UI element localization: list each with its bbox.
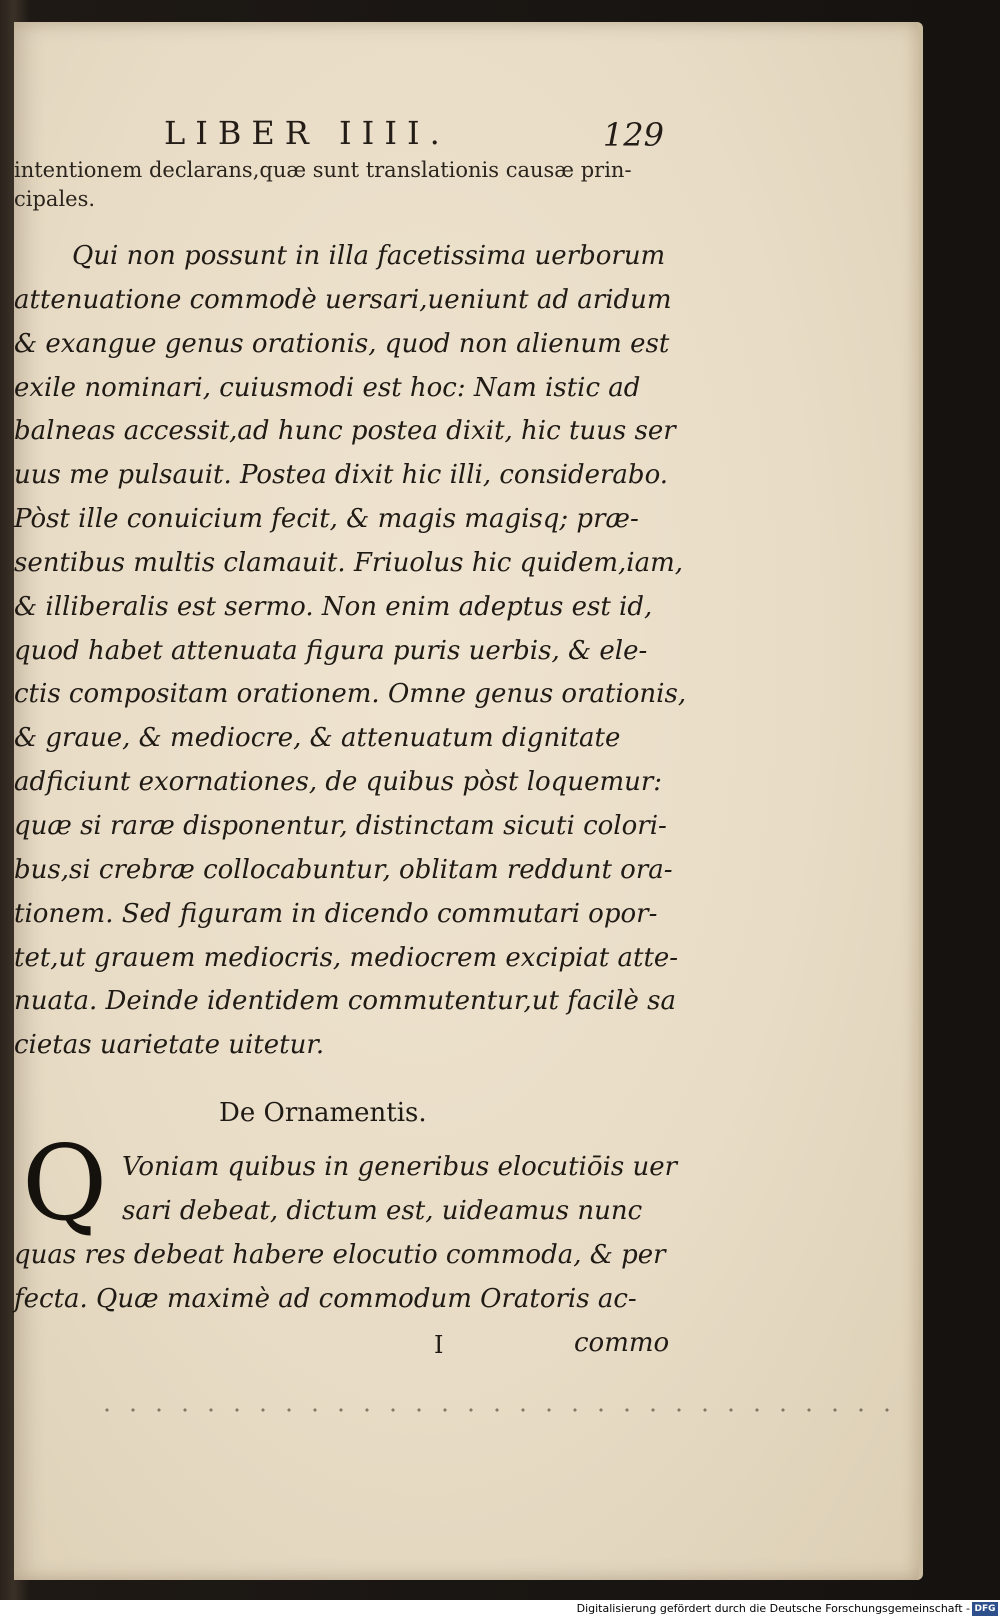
footer-bar bbox=[0, 1600, 1000, 1620]
body-line: nuata. Deinde identidem commutentur,ut facilè sa bbox=[14, 986, 677, 1017]
body-line: ctis compositam orationem. Omne genus orationis, bbox=[14, 679, 687, 710]
body-line: quæ si raræ disponentur, distinctam sicuti colori- bbox=[14, 810, 667, 841]
body-paragraph bbox=[14, 235, 687, 1068]
signature-mark: I bbox=[434, 1331, 444, 1359]
body-line: quod habet attenuata figura puris uerbis, & ele- bbox=[14, 635, 648, 666]
body-line: bus,si crebræ collocabuntur, oblitam reddunt ora- bbox=[14, 854, 673, 885]
body-line: tionem. Sed figuram in dicendo commutari opor- bbox=[14, 898, 658, 929]
body-line: exile nominari, cuiusmodi est hoc: Nam istic ad bbox=[14, 372, 641, 403]
dfg-logo-icon: DFG bbox=[972, 1602, 998, 1616]
body-line: adficiunt exornationes, de quibus pòst loquemur: bbox=[14, 767, 663, 798]
body-line: fecta. Quæ maximè ad commodum Oratoris ac- bbox=[14, 1284, 637, 1314]
body-line: sari debeat, dictum est, uideamus nunc bbox=[122, 1196, 643, 1226]
body-line: attenuatione commodè uersari,ueniunt ad aridum bbox=[14, 284, 672, 315]
body-line: & graue, & mediocre, & attenuatum dignitate bbox=[14, 723, 621, 754]
body-line: balneas accessit,ad hunc postea dixit, hic tuus ser bbox=[14, 416, 676, 447]
page-number: 129 bbox=[602, 116, 664, 154]
running-title: LIBER IIII. bbox=[164, 114, 450, 152]
body-line: Qui non possunt in illa facetissima uerborum bbox=[72, 241, 666, 271]
catchword: commo bbox=[574, 1328, 670, 1358]
book-page bbox=[14, 22, 923, 1580]
body-line: Voniam quibus in generibus elocutiōis uer bbox=[122, 1152, 678, 1182]
section-heading: De Ornamentis. bbox=[219, 1098, 427, 1128]
body-line: & illiberalis est sermo. Non enim adeptus est id, bbox=[14, 591, 653, 622]
second-paragraph bbox=[14, 1145, 679, 1321]
body-line: uus me pulsauit. Postea dixit hic illi, considerabo. bbox=[14, 460, 669, 491]
body-line: tet,ut grauem mediocris, mediocrem excipiat atte- bbox=[14, 942, 679, 973]
body-line: Pòst ille conuicium fecit, & magis magisq; præ- bbox=[14, 504, 639, 535]
body-line: & exangue genus orationis, quod non alienum est bbox=[14, 328, 670, 359]
funding-credit: Digitalisierung gefördert durch die Deutsche Forschungsgemeinschaft - bbox=[576, 1602, 970, 1615]
dotted-rule bbox=[94, 1408, 904, 1412]
body-line: quas res debeat habere elocutio commoda, & per bbox=[14, 1240, 666, 1270]
drop-capital: Q bbox=[22, 1122, 108, 1244]
lead-line: cipales. bbox=[14, 187, 96, 211]
lead-line: intentionem declarans,quæ sunt translationis causæ prin- bbox=[14, 158, 632, 182]
body-line: cietas uarietate uitetur. bbox=[14, 1030, 325, 1061]
lead-text bbox=[14, 156, 674, 214]
body-line: sentibus multis clamauit. Friuolus hic quidem,iam, bbox=[14, 547, 684, 578]
